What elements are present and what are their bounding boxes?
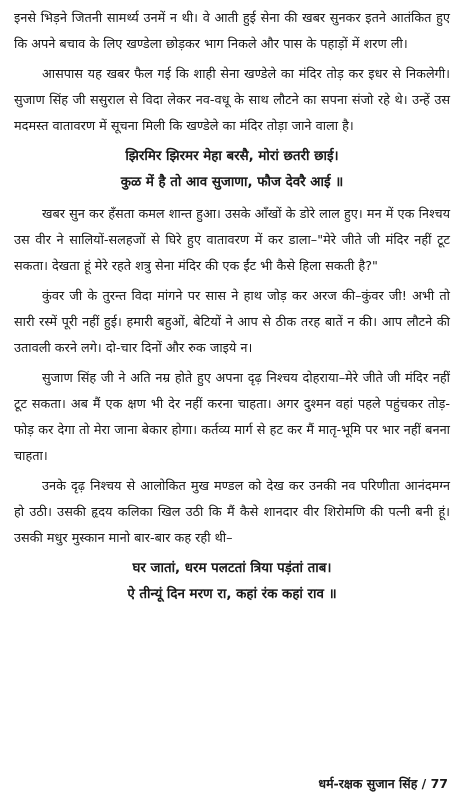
page-footer: धर्म-रक्षक सुजान सिंह / 77	[318, 776, 448, 791]
couplet-2-line-1: घर जातां, धरम पलटतां त्रिया पड़ंतां ताब।	[132, 561, 332, 576]
paragraph-3: खबर सुन कर हँसता कमल शान्त हुआ। उसके आँखों के डोरे लाल हुए। मन में एक निश्चय उस वीर ने सालियों-सलहजों से घिरे हुए वातावरण में कर डाला–"मेरे जीते जी मंदिर नहीं टूट सकता। देखता हूं मेरे रहते शत्रु सेना मंदिर की एक ईंट भी कैसे हिला सकती है?"	[14, 207, 450, 274]
couplet-2-line-2: ऐ तीन्यूं दिन मरण रा, कहां रंक कहां राव ॥	[127, 587, 337, 602]
paragraph-4: कुंवर जी के तुरन्त विदा मांगने पर सास ने हाथ जोड़ कर अरज की–कुंवर जी! अभी तो सारी रस्में पूरी नहीं हुई। हमारी बहुओं, बेटियों ने आप से ठीक तरह बातें न की। आप लौटने की उतावली करने लगे। दो-चार दिनों और रुक जाइये न।	[14, 289, 450, 356]
book-page	[14, 6, 450, 794]
paragraph-6: उनके दृढ़ निश्चय से आलोकित मुख मण्डल को देख कर उनकी नव परिणीता आनंदमग्न हो उठी। उसकी हृदय कलिका खिल उठी कि मैं कैसे शानदार वीर शिरोमणि की पत्नी बनी हूं। उसकी मधुर मुस्कान मानो बार-बार कह रही थी–	[14, 479, 450, 546]
couplet-2	[14, 556, 450, 608]
paragraph-1: इनसे भिड़ने जितनी सामर्थ्य उनमें न थी। वे आती हुई सेना की खबर सुनकर इतने आतंकित हुए कि अपने बचाव के लिए खण्डेला छोड़कर भाग निकले और पास के पहाड़ों में शरण ली।	[14, 11, 450, 52]
couplet-1-line-1: झिरमिर झिरमर मेहा बरसै, मोरां छतरी छाई।	[125, 149, 339, 164]
paragraph-5: सुजाण सिंह जी ने अति नम्र होते हुए अपना दृढ़ निश्चय दोहराया–मेरे जीते जी मंदिर नहीं टूट सकता। अब मैं एक क्षण भी देर नहीं करना चाहता। अगर दुश्मन वहां पहले पहुंचकर तोड़-फोड़ कर देगा तो मेरा जाना बेकार होगा। कर्तव्य मार्ग से हट कर मैं मातृ-भूमि पर भार नहीं बनना चाहता।	[14, 371, 450, 464]
paragraph-2: आसपास यह खबर फैल गई कि शाही सेना खण्डेले का मंदिर तोड़ कर इधर से निकलेगी। सुजाण सिंह जी ससुराल से विदा लेकर नव-वधू के साथ लौटने का सपना संजो रहे थे। उन्हें उस मदमस्त वातावरण में सूचना मिली कि खण्डेले का मंदिर तोड़ा जाने वाला है।	[14, 67, 450, 134]
couplet-1-line-2: कुळ में है तो आव सुजाणा, फौज देवरै आई ॥	[120, 175, 344, 190]
couplet-1	[14, 144, 450, 196]
